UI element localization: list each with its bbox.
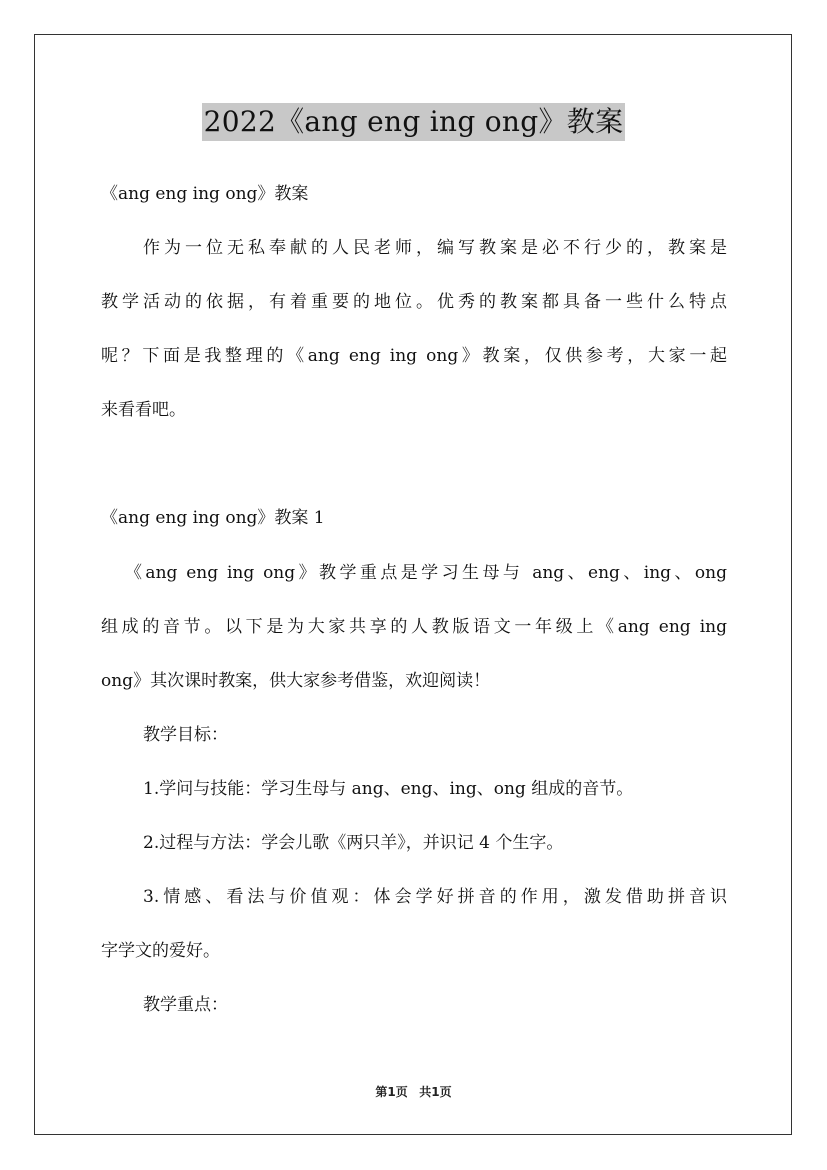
goal-item-3: 3.情感、看法与价值观：体会学好拼音的作用，激发借助拼音识	[143, 887, 727, 907]
title-container	[0, 103, 827, 141]
section-heading: 《ang eng ing ong》教案 1	[101, 508, 325, 528]
section-line-2: 组成的音节。以下是为大家共享的人教版语文一年级上《ang eng ing	[101, 617, 727, 637]
goals-heading: 教学目标：	[143, 725, 228, 745]
goal-item-3-continued: 字学文的爱好。	[101, 941, 220, 961]
section-line-3: ong》其次课时教案，供大家参考借鉴，欢迎阅读！	[101, 671, 491, 691]
goal-item-1: 1.学问与技能：学习生母与 ang、eng、ing、ong 组成的音节。	[143, 779, 634, 799]
intro-line-4: 来看看吧。	[101, 400, 186, 420]
intro-line-3: 呢？下面是我整理的《ang eng ing ong》教案，仅供参考，大家一起	[101, 346, 727, 366]
page-number: 第1页	[375, 1085, 408, 1099]
focus-heading: 教学重点：	[143, 995, 228, 1015]
document-title: 2022《ang eng ing ong》教案	[202, 103, 626, 141]
page-total: 共1页	[419, 1085, 452, 1099]
section-line-1: 《ang eng ing ong》教学重点是学习生母与 ang、eng、ing、ong	[125, 563, 727, 583]
goal-item-2: 2.过程与方法：学会儿歌《两只羊》，并识记 4 个生字。	[143, 833, 564, 853]
intro-line-2: 教学活动的依据，有着重要的地位。优秀的教案都具备一些什么特点	[101, 292, 727, 312]
intro-line-1: 作为一位无私奉献的人民老师，编写教案是必不行少的，教案是	[143, 238, 727, 258]
page-footer	[0, 1084, 827, 1100]
document-subtitle: 《ang eng ing ong》教案	[101, 184, 309, 204]
